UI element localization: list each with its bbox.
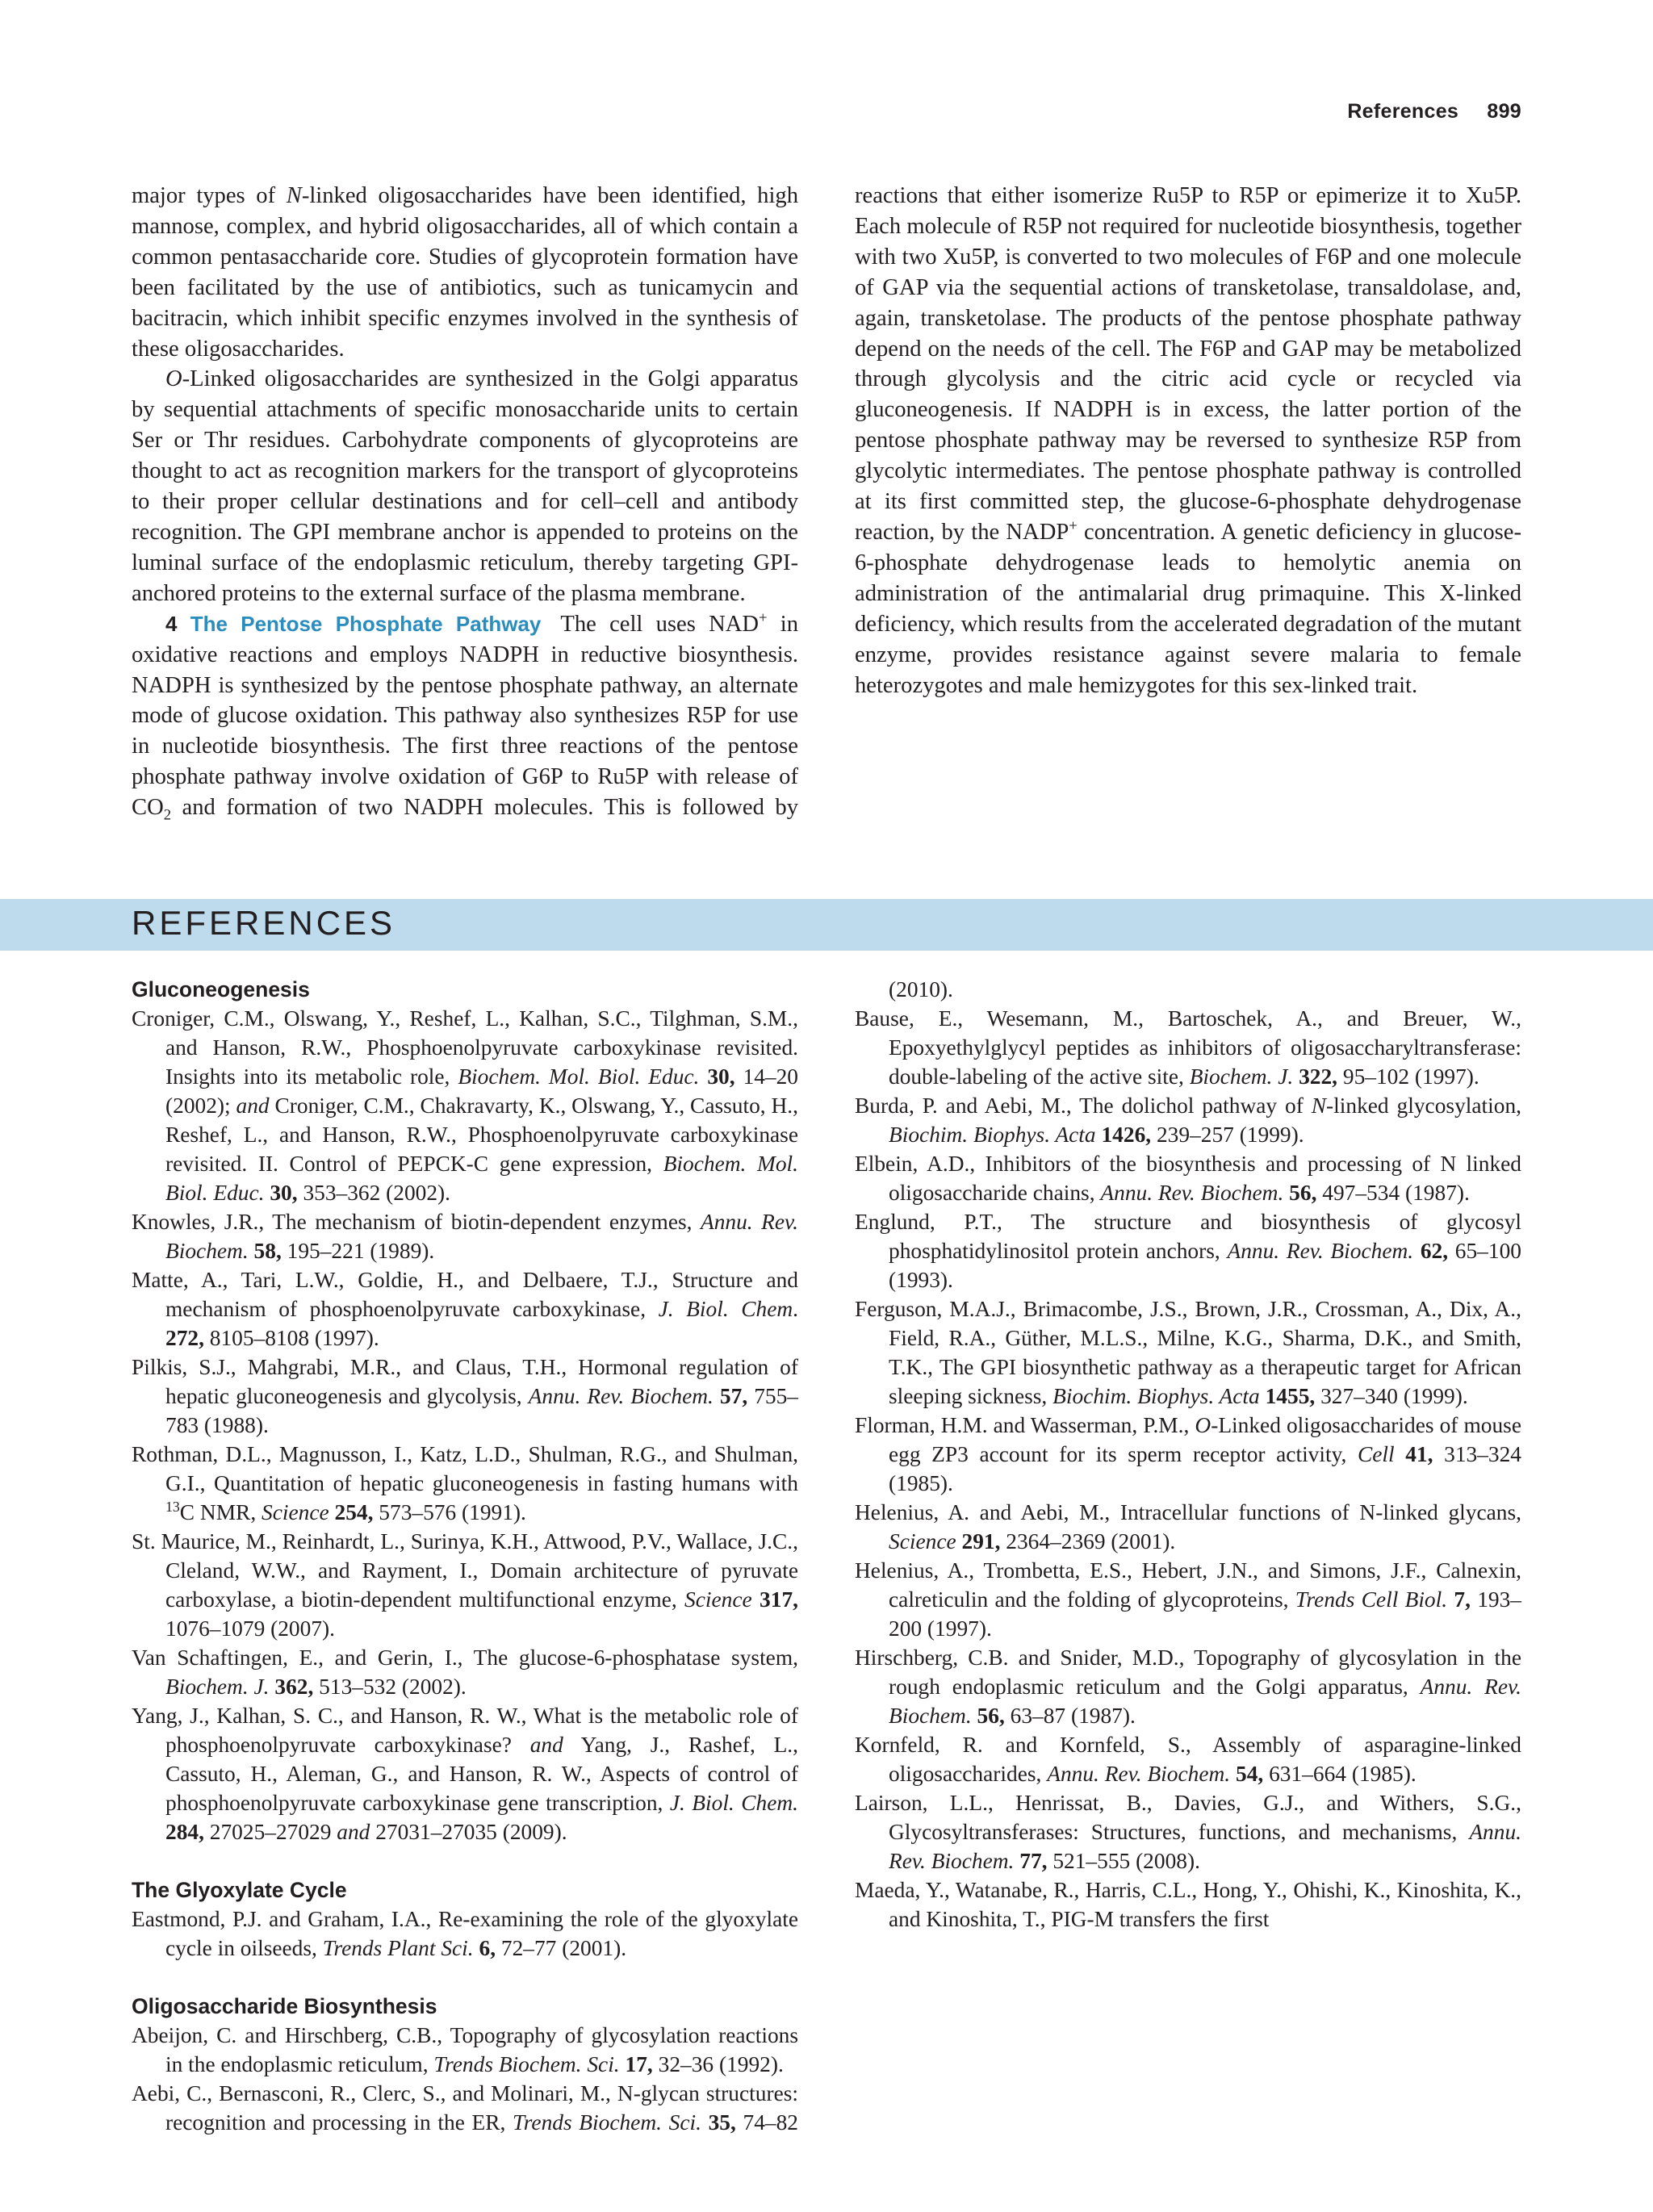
reference-entry: Knowles, J.R., The mechanism of biotin-dependent enzymes, Annu. Rev. Biochem. 58, 195–221 (1989). — [132, 1210, 798, 1263]
reference-group-heading: Oligosaccharide Biosynthesis — [132, 1994, 437, 2018]
reference-entry: Burda, P. and Aebi, M., The dolichol pathway of N-linked glycosylation, Biochim. Biophys. Acta 1426, 239–257 (1999). — [855, 1093, 1521, 1147]
reference-entry: Maeda, Y., Watanabe, R., Harris, C.L., Hong, Y., Ohishi, K., Kinoshita, K., and Kinoshita, T., PIG-M transfers the first — [855, 1878, 1521, 1931]
reference-entry: Yang, J., Kalhan, S. C., and Hanson, R. W., What is the metabolic role of phosphoenolpyruvate carboxykinase? and Yang, J., Rashef, L., Cassuto, H., Aleman, G., and Hanson, R. W., Aspects of control of phosphoenolpyruvate carboxykinase gene transcription, J. Biol. Chem. 284, 27025–27029 and 27031–27035 (2009). — [132, 1704, 798, 1844]
reference-entry: Rothman, D.L., Magnusson, I., Katz, L.D., Shulman, R.G., and Shulman, G.I., Quantitation of hepatic gluconeogenesis in fasting humans with $^{13}$C NMR, Science 254, 573–576 (1991). — [132, 1442, 798, 1524]
references-banner — [0, 899, 1653, 951]
summary-paragraph: O-Linked oligosaccharides are synthesized in the Golgi apparatus by sequential attachments of specific monosaccharide units to certain Ser or Thr residues. Carbohydrate components of glycoproteins are thought to act as recognition markers for the transport of glycoproteins to their proper cellular destinations and for cell–cell and antibody recognition. The GPI membrane anchor is appended to proteins on the luminal surface of the endoplasmic reticulum, thereby targeting GPI-anchored proteins to the external surface of the plasma membrane. — [132, 366, 798, 606]
section-text: The cell uses NAD+ in oxidative reactions and employs NADPH in reductive biosynthesis. NADPH is synthesized by the pentose phosphate pathway, an alternate mode of glucose oxidation. This pathway also synthesizes R5P for use in nucleotide biosynthesis. The first three reactions of the pentose phosphate pathway involve oxidation of G6P to Ru5P with release of $CO_2$ and formation of two NADPH molecules. This is followed by reactions that either isomerize Ru5P to R5P or epimerize it to Xu5P. Each molecule of R5P not required for nucleotide biosynthesis, together with two Xu5P, is converted to two molecules of F6P and one molecule of GAP via the sequential actions of transketolase, transaldolase, and, again, transketolase. The products of the pentose phosphate pathway depend on the needs of the cell. The F6P and GAP may be metabolized through glycolysis and the citric acid cycle or recycled via gluconeogenesis. If NADPH is in excess, the latter portion of the pentose phosphate pathway may be reversed to synthesize R5P from glycolytic intermediates. The pentose phosphate pathway is controlled at its first committed step, the glucose-6-phosphate dehydrogenase reaction, by the NADP+ concentration. A genetic deficiency in glucose-6-phosphate dehydrogenase leads to hemolytic anemia on administration of the antimalarial drug primaquine. This X-linked deficiency, which results from the accelerated degradation of the mutant enzyme, provides resistance against severe malaria to female heterozygotes and male hemizygotes for this sex-linked trait. — [132, 183, 1521, 824]
section-title: The Pentose Phosphate Pathway — [190, 611, 542, 636]
reference-entry: Eastmond, P.J. and Graham, I.A., Re-examining the role of the glyoxylate cycle in oilseeds, Trends Plant Sci. 6, 72–77 (2001). — [132, 1907, 798, 1960]
reference-entry: Florman, H.M. and Wasserman, P.M., O-Linked oligosaccharides of mouse egg ZP3 account for its sperm receptor activity, Cell 41, 313–324 (1985). — [855, 1413, 1521, 1495]
reference-entry: Abeijon, C. and Hirschberg, C.B., Topography of glycosylation reactions in the endoplasmic reticulum, Trends Biochem. Sci. 17, 32–36 (1992). — [132, 2023, 798, 2076]
reference-entry: Helenius, A., Trombetta, E.S., Hebert, J.N., and Simons, J.F., Calnexin, calreticulin and the folding of glycoproteins, Trends Cell Biol. 7, 193–200 (1997). — [855, 1558, 1521, 1641]
reference-entry: Hirschberg, C.B. and Snider, M.D., Topography of glycosylation in the rough endoplasmic reticulum and the Golgi apparatus, Annu. Rev. Biochem. 56, 63–87 (1987). — [855, 1645, 1522, 1728]
section-number: 4 — [165, 611, 178, 636]
summary-paragraph: major types of N-linked oligosaccharides have been identified, high mannose, complex, and hybrid oligosaccharides, all of which contain a common pentasaccharide core. Studies of glycoprotein formation have been facilitated by the use of antibiotics, such as tunicamycin and bacitracin, which inhibit specific enzymes involved in the synthesis of these oligosaccharides. — [132, 183, 798, 362]
reference-entry: Bause, E., Wesemann, M., Bartoschek, A., and Breuer, W., Epoxyethylglycyl peptides as inhibitors of oligosaccharyltransferase: double-labeling of the active site, Biochem. J. 322, 95–102 (1997). — [855, 1006, 1521, 1089]
reference-entry: Pilkis, S.J., Mahgrabi, M.R., and Claus, T.H., Hormonal regulation of hepatic gluconeogenesis and glycolysis, Annu. Rev. Biochem. 57, 755–783 (1988). — [132, 1355, 798, 1437]
chapter-summary-text — [132, 181, 1521, 834]
reference-entry: Matte, A., Tari, L.W., Goldie, H., and Delbaere, T.J., Structure and mechanism of phosphoenolpyruvate carboxykinase, J. Biol. Chem. 272, 8105–8108 (1997). — [132, 1268, 798, 1350]
page-number: 899 — [1487, 100, 1521, 123]
reference-entry: Croniger, C.M., Olswang, Y., Reshef, L., Kalhan, S.C., Tilghman, S.M., and Hanson, R.W., Phosphoenolpyruvate carboxykinase revisited. Insights into its metabolic role, Biochem. Mol. Biol. Educ. 30, 14–20 (2002); and Croniger, C.M., Chakravarty, K., Olswang, Y., Cassuto, H., Reshef, L., and Hanson, R.W., Phosphoenolpyruvate carboxykinase revisited. II. Control of PEPCK-C gene expression, Biochem. Mol. Biol. Educ. 30, 353–362 (2002). — [132, 1006, 798, 1205]
reference-entry: Elbein, A.D., Inhibitors of the biosynthesis and processing of N linked oligosaccharide chains, Annu. Rev. Biochem. 56, 497–534 (1987). — [855, 1152, 1521, 1205]
reference-entry: Aebi, C., Bernasconi, R., Clerc, S., and Molinari, M., N-glycan structures: recognition and processing in the ER, Trends Biochem. Sci. 35, 74–82 (2010). — [132, 977, 953, 2135]
reference-entry: Kornfeld, R. and Kornfeld, S., Assembly of asparagine-linked oligosaccharides, Annu. Rev. Biochem. 54, 631–664 (1985). — [855, 1733, 1521, 1786]
reference-entry: St. Maurice, M., Reinhardt, L., Surinya, K.H., Attwood, P.V., Wallace, J.C., Cleland, W.W., and Rayment, I., Domain architecture of pyruvate carboxylase, a biotin-dependent multifunctional enzyme, Science 317, 1076–1079 (2007). — [132, 1529, 798, 1641]
running-head — [1347, 100, 1521, 123]
references-list — [132, 975, 1521, 2137]
reference-entry: Ferguson, M.A.J., Brimacombe, J.S., Brown, J.R., Crossman, A., Dix, A., Field, R.A., Güther, M.L.S., Milne, K.G., Sharma, D.K., and Smith, T.K., The GPI biosynthetic pathway as a therapeutic target for African sleeping sickness, Biochim. Biophys. Acta 1455, 327–340 (1999). — [855, 1297, 1521, 1408]
reference-entry: Englund, P.T., The structure and biosynthesis of glycosyl phosphatidylinositol protein anchors, Annu. Rev. Biochem. 62, 65–100 (1993). — [855, 1210, 1521, 1292]
reference-entry: Van Schaftingen, E., and Gerin, I., The glucose-6-phosphatase system, Biochem. J. 362, 513–532 (2002). — [132, 1645, 798, 1699]
reference-group-heading: Gluconeogenesis — [132, 977, 310, 1001]
reference-group-heading: The Glyoxylate Cycle — [132, 1878, 347, 1902]
reference-group — [132, 975, 798, 1846]
references-title: REFERENCES — [132, 904, 396, 942]
running-head-title: References — [1347, 100, 1459, 123]
reference-entry: Lairson, L.L., Henrissat, B., Davies, G.J., and Withers, S.G., Glycosyltransferases: Structures, functions, and mechanisms, Annu. Rev. Biochem. 77, 521–555 (2008). — [855, 1791, 1521, 1873]
reference-group — [132, 1875, 798, 1963]
reference-entry: Helenius, A. and Aebi, M., Intracellular functions of N-linked glycans, Science 291, 2364–2369 (2001). — [855, 1500, 1521, 1553]
